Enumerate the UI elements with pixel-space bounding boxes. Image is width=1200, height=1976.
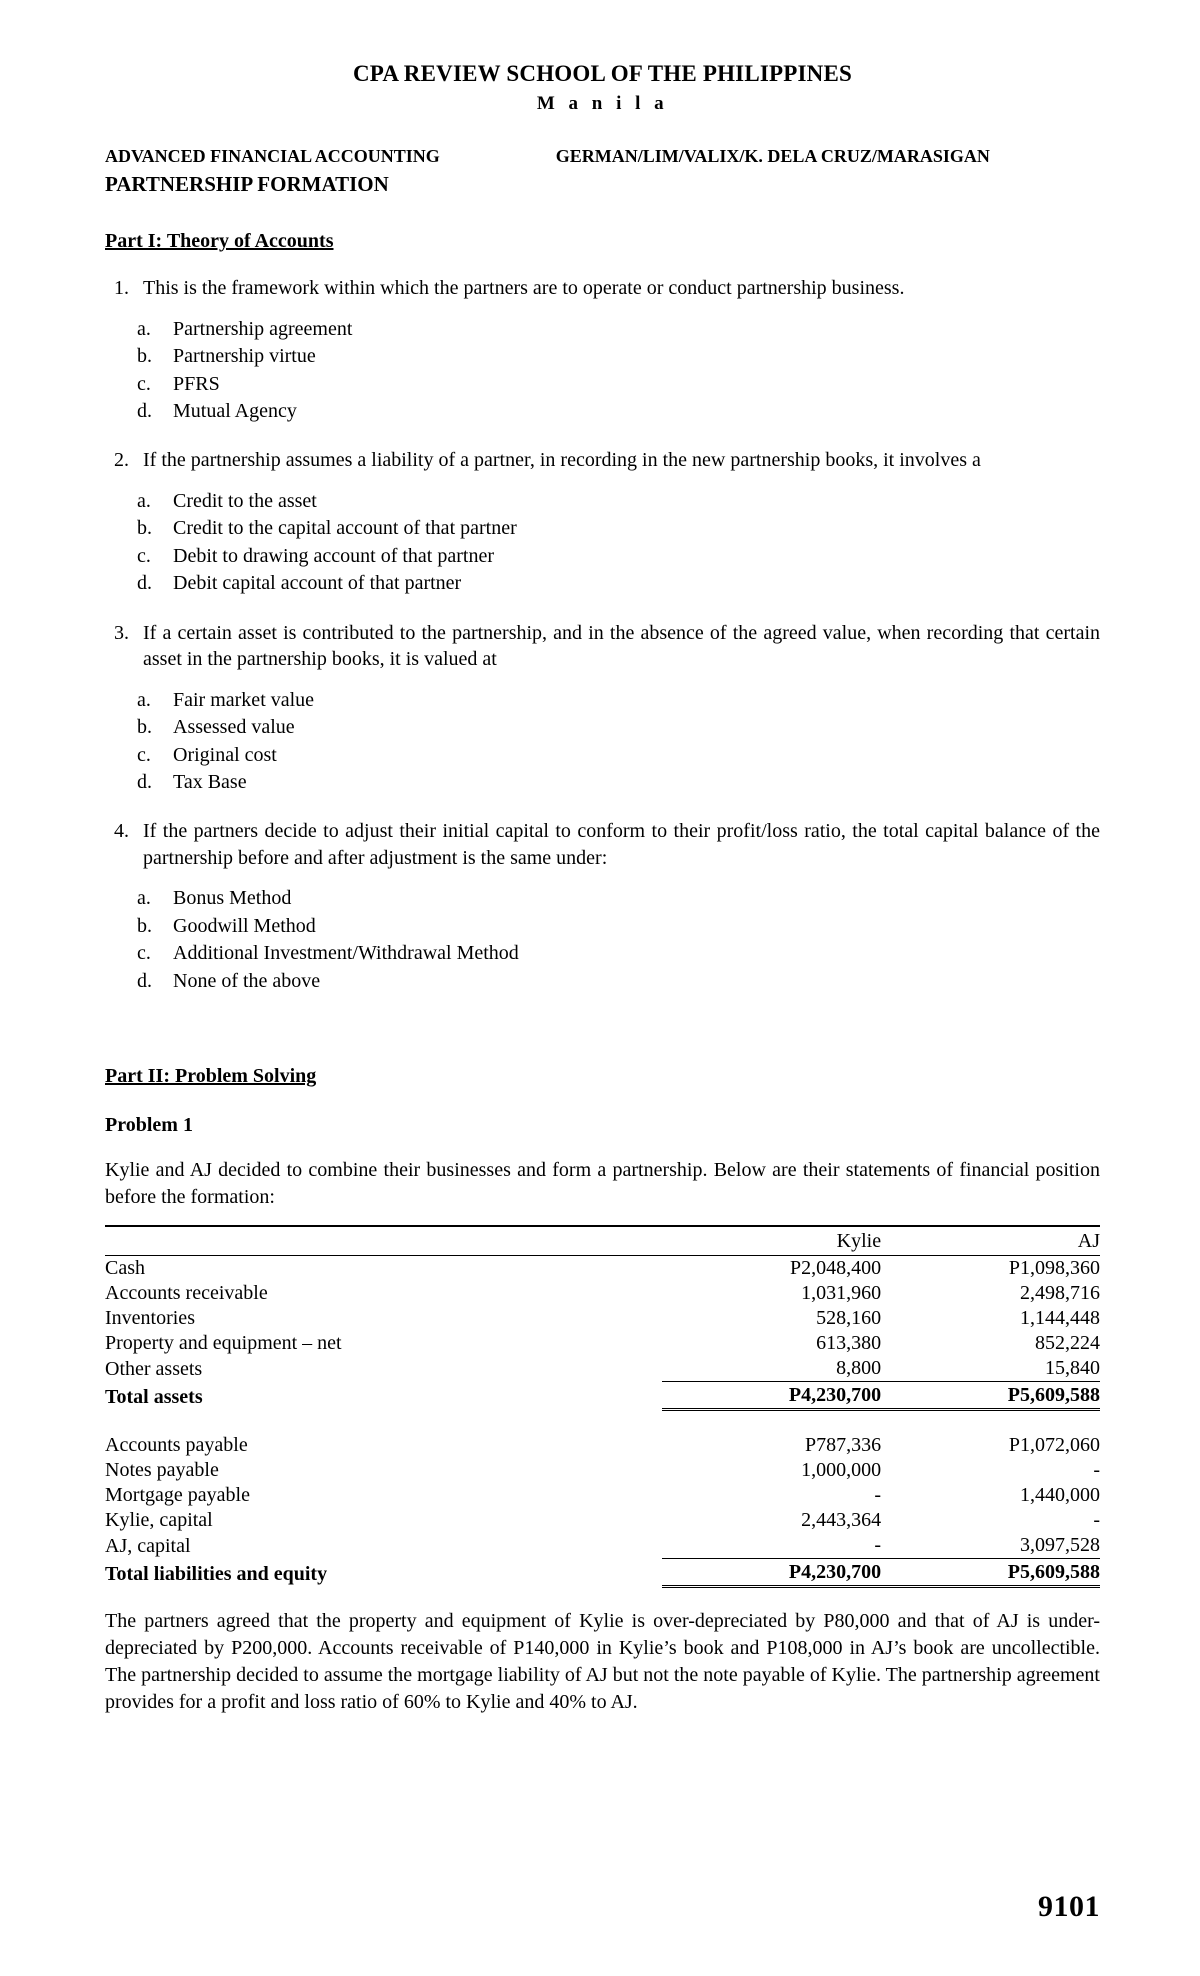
choice-item[interactable] xyxy=(105,488,1100,515)
table-row xyxy=(105,1281,1100,1306)
row-label: Accounts payable xyxy=(105,1434,248,1457)
question-item xyxy=(105,620,1100,797)
part-two-section xyxy=(105,1033,1100,1716)
choice-list xyxy=(105,316,1100,426)
question-text: If the partnership assumes a liability of a partner, in recording in the new partnership books, it involves a xyxy=(143,449,981,472)
row-value-kylie: - xyxy=(874,1484,882,1507)
choice-item[interactable] xyxy=(105,742,1100,769)
column-header-aj: AJ xyxy=(881,1226,1100,1256)
choice-item[interactable] xyxy=(105,968,1100,995)
choice-text: Credit to the capital account of that partner xyxy=(173,517,517,540)
choice-letter: c. xyxy=(137,942,151,965)
row-value-kylie: 528,160 xyxy=(816,1307,882,1330)
row-value-kylie: P2,048,400 xyxy=(789,1257,882,1280)
row-value-kylie: P4,230,700 xyxy=(662,1559,881,1587)
row-value-kylie: P4,230,700 xyxy=(662,1382,881,1410)
choice-letter: a. xyxy=(137,317,151,340)
choice-text: Assessed value xyxy=(173,716,295,739)
column-header-blank xyxy=(105,1226,662,1256)
authors-label: GERMAN/LIM/VALIX/K. DELA CRUZ/MARASIGAN xyxy=(555,145,990,166)
row-label: Mortgage payable xyxy=(105,1484,250,1507)
choice-text: Partnership agreement xyxy=(173,317,353,340)
choice-letter: d. xyxy=(137,770,152,793)
row-value-aj: P1,072,060 xyxy=(1008,1434,1100,1457)
row-value-kylie: 2,443,364 xyxy=(801,1509,882,1532)
choice-letter: b. xyxy=(137,517,152,540)
table-spacer xyxy=(105,1410,1100,1434)
choice-item[interactable] xyxy=(105,769,1100,796)
question-item xyxy=(105,275,1100,425)
row-value-aj: 1,440,000 xyxy=(1020,1484,1100,1507)
row-value-kylie: 8,800 xyxy=(836,1357,882,1380)
table-row xyxy=(105,1331,1100,1356)
choice-list xyxy=(105,885,1100,995)
row-label: AJ, capital xyxy=(105,1534,191,1557)
table-row xyxy=(105,1508,1100,1533)
row-value-kylie: 1,031,960 xyxy=(801,1282,882,1305)
choice-item[interactable] xyxy=(105,714,1100,741)
choice-item[interactable] xyxy=(105,515,1100,542)
choice-letter: c. xyxy=(137,743,151,766)
problem-intro-text: Kylie and AJ decided to combine their businesses and form a partnership. Below are their statements of financial position before the formation: xyxy=(105,1159,1100,1209)
row-label: Property and equipment – net xyxy=(105,1332,342,1355)
financial-position-table xyxy=(105,1225,1100,1588)
row-value-aj: 3,097,528 xyxy=(1020,1534,1100,1557)
row-label: Cash xyxy=(105,1257,145,1280)
subject-label: ADVANCED FINANCIAL ACCOUNTING xyxy=(105,145,440,166)
question-number: 4. xyxy=(114,820,129,843)
choice-text: Fair market value xyxy=(173,688,315,711)
choice-text: PFRS xyxy=(173,372,220,395)
row-value-kylie: 613,380 xyxy=(816,1332,882,1355)
total-liabilities-equity-row xyxy=(105,1559,1100,1587)
row-label: Total liabilities and equity xyxy=(105,1562,328,1585)
part-two-heading: Part II: Problem Solving xyxy=(105,1065,317,1088)
question-row xyxy=(105,818,1100,871)
row-value-kylie: - xyxy=(874,1534,882,1557)
choice-letter: c. xyxy=(137,544,151,567)
table-row xyxy=(105,1256,1100,1282)
choice-letter: b. xyxy=(137,914,152,937)
row-value-aj: - xyxy=(1093,1509,1100,1532)
school-city: M a n i l a xyxy=(536,92,669,114)
topic-label: PARTNERSHIP FORMATION xyxy=(105,171,389,196)
row-value-aj: 15,840 xyxy=(1045,1357,1100,1380)
row-label: Notes payable xyxy=(105,1459,219,1482)
choice-item[interactable] xyxy=(105,316,1100,343)
choice-item[interactable] xyxy=(105,398,1100,425)
question-number: 1. xyxy=(114,277,129,300)
row-value-aj: P5,609,588 xyxy=(881,1559,1100,1587)
question-number: 2. xyxy=(114,449,129,472)
row-label: Other assets xyxy=(105,1357,203,1380)
choice-letter: a. xyxy=(137,489,151,512)
choice-item[interactable] xyxy=(105,885,1100,912)
choice-list xyxy=(105,488,1100,598)
question-text: If the partners decide to adjust their initial capital to conform to their profit/loss ratio, the total capital balance of the partnership before and after adjustment is the same under: xyxy=(143,820,1100,869)
total-assets-row xyxy=(105,1382,1100,1410)
table-row xyxy=(105,1433,1100,1458)
problem-heading: Problem 1 xyxy=(105,1114,193,1137)
meta-subject-row xyxy=(105,145,1100,169)
row-value-aj: P5,609,588 xyxy=(881,1382,1100,1410)
choice-text: Goodwill Method xyxy=(173,914,316,937)
choice-text: Tax Base xyxy=(173,770,247,793)
choice-letter: a. xyxy=(137,887,151,910)
choice-item[interactable] xyxy=(105,940,1100,967)
document-meta xyxy=(105,145,1100,198)
row-label: Kylie, capital xyxy=(105,1509,213,1532)
table-row xyxy=(105,1306,1100,1331)
question-item xyxy=(105,447,1100,597)
page-number: 9101 xyxy=(1038,1890,1100,1923)
question-row xyxy=(105,275,1100,302)
choice-text: Additional Investment/Withdrawal Method xyxy=(173,942,519,965)
question-row xyxy=(105,620,1100,673)
table-row xyxy=(105,1356,1100,1382)
choice-text: Mutual Agency xyxy=(173,399,297,422)
question-number: 3. xyxy=(114,621,129,644)
row-value-kylie: P787,336 xyxy=(804,1434,882,1457)
choice-letter: d. xyxy=(137,399,152,422)
choice-text: Bonus Method xyxy=(173,887,292,910)
row-value-aj: - xyxy=(1093,1459,1100,1482)
choice-item[interactable] xyxy=(105,687,1100,714)
choice-letter: b. xyxy=(137,716,152,739)
row-label: Accounts receivable xyxy=(105,1282,268,1305)
table-row xyxy=(105,1533,1100,1559)
row-label: Total assets xyxy=(105,1385,203,1408)
choice-text: Partnership virtue xyxy=(173,345,316,368)
choice-item[interactable] xyxy=(105,913,1100,940)
choice-text: Original cost xyxy=(173,743,277,766)
row-value-aj: P1,098,360 xyxy=(1008,1257,1100,1280)
choice-text: None of the above xyxy=(173,969,321,992)
part-one-section xyxy=(105,198,1100,995)
choice-letter: d. xyxy=(137,572,152,595)
choice-item[interactable] xyxy=(105,343,1100,370)
row-value-aj: 2,498,716 xyxy=(1020,1282,1100,1305)
choice-letter: c. xyxy=(137,372,151,395)
row-label: Inventories xyxy=(105,1307,195,1330)
choice-list xyxy=(105,687,1100,797)
question-row xyxy=(105,447,1100,474)
choice-item[interactable] xyxy=(105,543,1100,570)
choice-letter: a. xyxy=(137,688,151,711)
choice-letter: d. xyxy=(137,969,152,992)
question-item xyxy=(105,818,1100,995)
question-text: This is the framework within which the partners are to operate or conduct partnership business. xyxy=(143,277,905,300)
table-row xyxy=(105,1458,1100,1483)
row-value-aj: 852,224 xyxy=(1035,1332,1100,1355)
choice-letter: b. xyxy=(137,345,152,368)
question-text: If a certain asset is contributed to the partnership, and in the absence of the agreed value, when recording that certain asset in the partnership books, it is valued at xyxy=(143,621,1100,671)
choice-item[interactable] xyxy=(105,570,1100,597)
part-one-heading: Part I: Theory of Accounts xyxy=(105,230,334,253)
school-title: CPA REVIEW SCHOOL OF THE PHILIPPINES xyxy=(352,61,853,86)
row-value-aj: 1,144,448 xyxy=(1020,1307,1100,1330)
problem-closing-text: The partners agreed that the property and equipment of Kylie is over-depreciated by P80,000 and that of AJ is under-depreciated by P200,000. Accounts receivable of P140,000 in Kylie’s book and P108,000 in AJ’s book are uncollectible. The partnership decided to assume the mortgage liability of AJ but not the note payable of Kylie. The partnership agreement provides for a profit and loss ratio of 60% to Kylie and 40% to AJ. xyxy=(105,1610,1100,1714)
choice-text: Debit to drawing account of that partner xyxy=(173,544,494,567)
row-value-kylie: 1,000,000 xyxy=(801,1459,882,1482)
table-header-row xyxy=(105,1226,1100,1256)
table-row xyxy=(105,1483,1100,1508)
column-header-kylie: Kylie xyxy=(662,1226,881,1256)
choice-text: Debit capital account of that partner xyxy=(173,572,462,595)
choice-text: Credit to the asset xyxy=(173,489,317,512)
choice-item[interactable] xyxy=(105,371,1100,398)
